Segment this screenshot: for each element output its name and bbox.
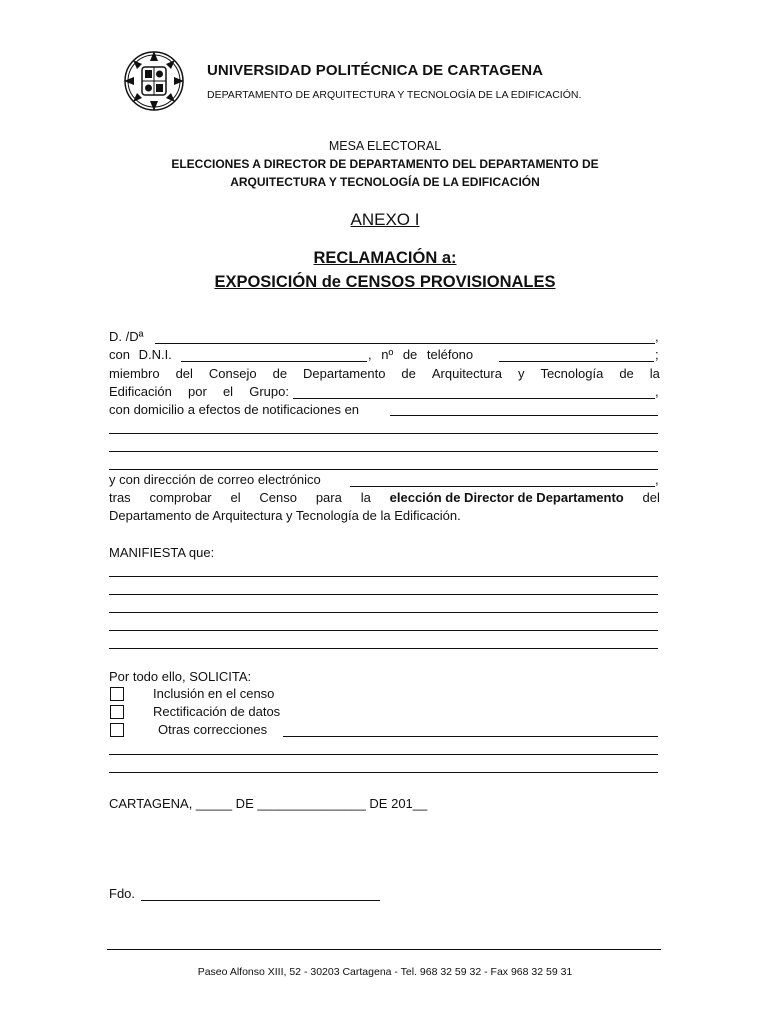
rectificacion-checkbox[interactable]: [110, 705, 124, 719]
departamento-line: Departamento de Arquitectura y Tecnología de la Edificación.: [109, 508, 461, 523]
word: por: [188, 384, 207, 399]
word: la: [360, 490, 371, 505]
manifiesta-line-4[interactable]: [109, 630, 658, 631]
semicolon: ;: [655, 347, 659, 362]
comma: ,: [655, 472, 659, 487]
otras-line-3[interactable]: [109, 772, 658, 773]
otras-field-line[interactable]: [283, 736, 658, 737]
grupo-label: [109, 384, 289, 399]
word: Consejo: [208, 366, 257, 381]
word: para: [315, 490, 342, 505]
exposicion-heading: EXPOSICIÓN de CENSOS PROVISIONALES: [214, 273, 556, 291]
correo-field-line[interactable]: [350, 486, 655, 487]
eleccion-director-bold: elección de Director de Departamento: [389, 490, 624, 505]
word: de: [272, 366, 288, 381]
comma: ,: [655, 329, 659, 344]
footer-address: Paseo Alfonso XIII, 52 - 30203 Cartagena - Tel. 968 32 59 32 - Fax 968 32 59 31: [197, 966, 573, 978]
domicilio-field-line[interactable]: [390, 415, 658, 416]
inclusion-checkbox[interactable]: [110, 687, 124, 701]
correo-label: y con dirección de correo electrónico: [109, 472, 321, 487]
word: la: [649, 366, 660, 381]
domicilio-label: con domicilio a efectos de notificaciones en: [109, 402, 360, 417]
otras-correcciones-label: Otras correcciones: [158, 722, 268, 737]
elecciones-heading-line2: ARQUITECTURA Y TECNOLOGÍA DE LA EDIFICACIÓN: [230, 175, 540, 189]
word: Edificación: [109, 384, 172, 399]
manifiesta-line-3[interactable]: [109, 612, 658, 613]
domicilio-line-3[interactable]: [109, 451, 658, 452]
manifiesta-line-1[interactable]: [109, 576, 658, 577]
telefono-field-line[interactable]: [499, 361, 654, 362]
word: el: [230, 490, 241, 505]
rectificacion-label: Rectificación de datos: [153, 704, 281, 719]
anexo-heading: ANEXO I: [350, 210, 420, 229]
otras-correcciones-checkbox[interactable]: [110, 723, 124, 737]
name-field-line[interactable]: [155, 343, 655, 344]
elecciones-heading-line1: ELECCIONES A DIRECTOR DE DEPARTAMENTO DEL DEPARTAMENTO DE: [171, 157, 599, 171]
grupo-field-line[interactable]: [293, 398, 655, 399]
word: y: [517, 366, 525, 381]
word: Censo: [259, 490, 297, 505]
d-da-label: D. /Dª: [109, 329, 144, 344]
department-name: DEPARTAMENTO DE ARQUITECTURA Y TECNOLOGÍA DE LA EDIFICACIÓN.: [207, 89, 582, 101]
word: de: [619, 366, 634, 381]
word: Grupo:: [249, 384, 289, 399]
word: de: [401, 366, 416, 381]
tras-comprobar-line: [109, 490, 660, 505]
word: miembro: [109, 366, 160, 381]
footer-divider: [107, 949, 661, 950]
manifiesta-line-5[interactable]: [109, 648, 658, 649]
university-logo-icon: [122, 49, 186, 113]
word: Departamento: [303, 366, 386, 381]
domicilio-line-2[interactable]: [109, 433, 658, 434]
word: del: [642, 490, 660, 505]
inclusion-label: Inclusión en el censo: [153, 686, 275, 701]
word: comprobar: [149, 490, 212, 505]
signature-field-line[interactable]: [141, 900, 380, 901]
domicilio-line-4[interactable]: [109, 469, 658, 470]
word: Tecnología: [540, 366, 604, 381]
word: del: [175, 366, 193, 381]
dni-label: con D.N.I.: [109, 347, 172, 362]
miembro-line: [109, 366, 660, 381]
word: Arquitectura: [431, 366, 502, 381]
solicita-label: Por todo ello, SOLICITA:: [109, 669, 252, 684]
dni-field-line[interactable]: [181, 361, 367, 362]
manifiesta-label: MANIFIESTA que:: [109, 545, 215, 560]
comma: ,: [655, 384, 659, 399]
word: tras: [109, 490, 131, 505]
otras-line-2[interactable]: [109, 754, 658, 755]
reclamacion-heading: RECLAMACIÓN a:: [313, 249, 457, 267]
fdo-label: Fdo.: [109, 886, 136, 901]
word: el: [222, 384, 234, 399]
university-name: UNIVERSIDAD POLITÉCNICA DE CARTAGENA: [207, 62, 544, 79]
manifiesta-line-2[interactable]: [109, 594, 658, 595]
telefono-label: , nº de teléfono: [368, 347, 474, 362]
cartagena-date-line[interactable]: CARTAGENA, _____ DE _______________ DE 201__: [109, 796, 428, 811]
mesa-electoral-heading: MESA ELECTORAL: [328, 139, 442, 153]
